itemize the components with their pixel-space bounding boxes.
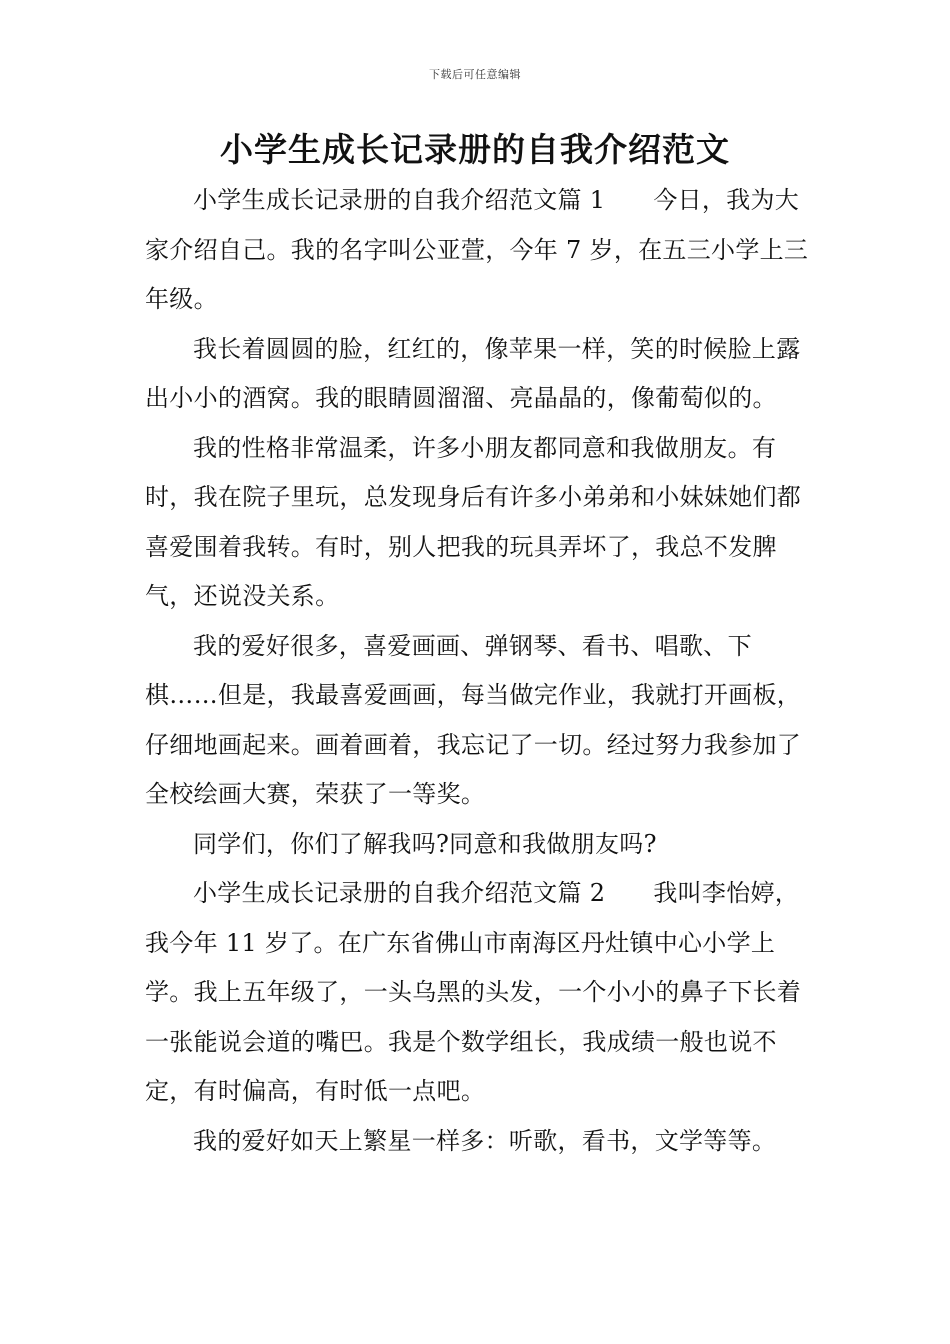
paragraph-text: 今日，我为大家介绍自己。我的名字叫公亚萱，今年 7 岁，在五三小学上三年级。 [145,186,809,313]
paragraph-5: 同学们，你们了解我吗?同意和我做朋友吗? [193,829,657,858]
paragraph-3: 我的性格非常温柔，许多小朋友都同意和我做朋友。有时，我在院子里玩，总发现身后有许多小弟弟和小妹妹她们都喜爱围着我转。有时，别人把我的玩具弄坏了，我总不发脾气，还说没关系。 [145,433,802,610]
section-heading-2: 小学生成长记录册的自我介绍范文篇 2 [193,879,606,907]
document-body [145,176,813,1166]
paragraph-text: 我叫李怡婷，我今年 11 岁了。在广东省佛山市南海区丹灶镇中心小学上学。我上五年级了，一头乌黑的头发，一个小小的鼻子下长着一张能说会道的嘴巴。我是个数学组长，我成绩一般也说不定，有时偏高，有时低一点吧。 [145,879,802,1105]
paragraph-1 [145,176,813,325]
paragraph-2: 我长着圆圆的脸，红红的，像苹果一样，笑的时候脸上露出小小的酒窝。我的眼睛圆溜溜、亮晶晶的，像葡萄似的。 [145,334,801,412]
paragraph-7: 我的爱好如天上繁星一样多：听歌，看书，文学等等。 [193,1126,777,1155]
paragraph-4: 我的爱好很多，喜爱画画、弹钢琴、看书、唱歌、下棋……但是，我最喜爱画画，每当做完作业，我就打开画板，仔细地画起来。画着画着，我忘记了一切。经过努力我参加了全校绘画大赛，荣获了一等奖。 [145,631,802,808]
header-note: 下载后可任意编辑 [429,68,521,81]
paragraph-6 [145,869,813,1117]
section-heading-1: 小学生成长记录册的自我介绍范文篇 1 [193,186,606,214]
document-title: 小学生成长记录册的自我介绍范文 [220,130,730,169]
